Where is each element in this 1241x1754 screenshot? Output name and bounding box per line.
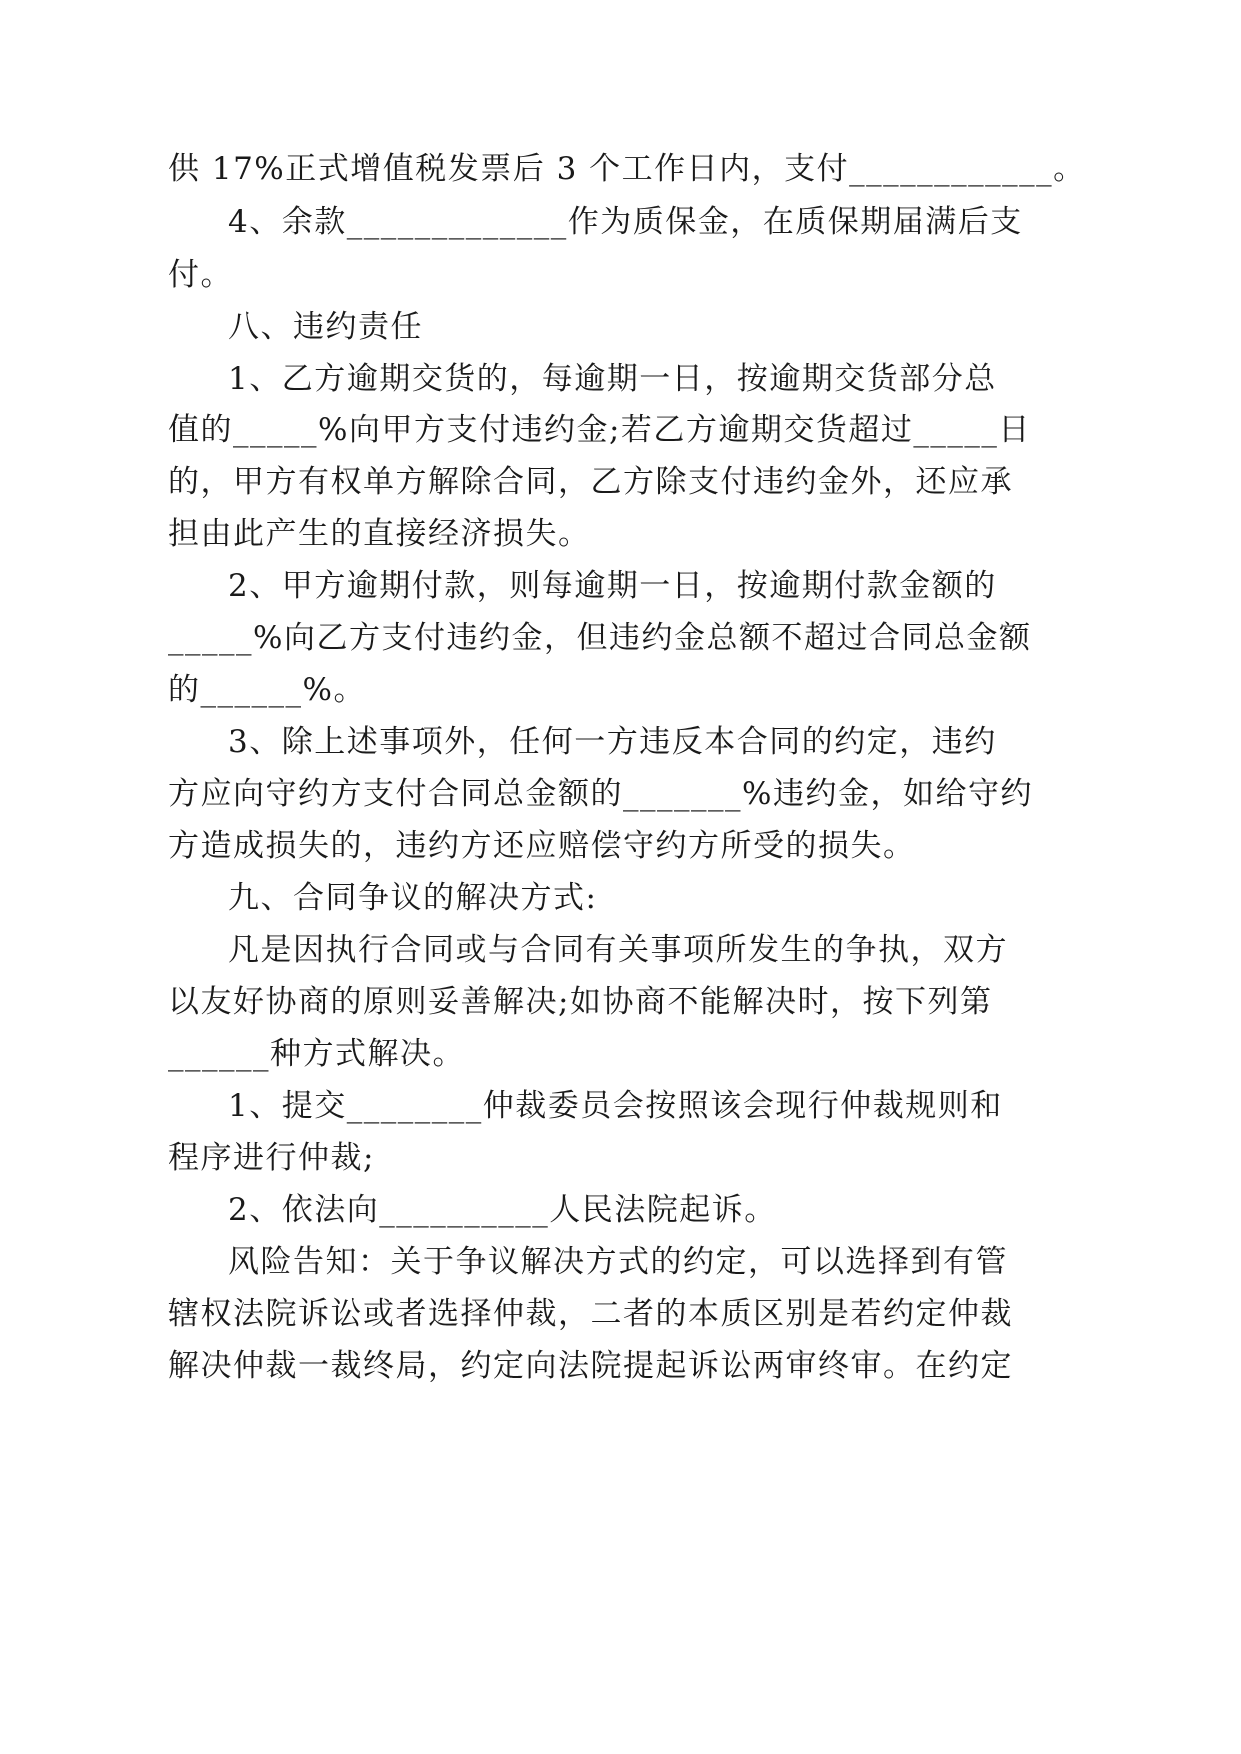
- text-line: 程序进行仲裁;: [168, 1140, 375, 1176]
- text-line: 1、提交________仲裁委员会按照该会现行仲裁规则和: [228, 1088, 1003, 1124]
- text-line: 风险告知：关于争议解决方式的约定，可以选择到有管: [228, 1244, 1008, 1280]
- text-line: 付。: [168, 257, 233, 293]
- text-line: ______种方式解决。: [168, 1036, 465, 1072]
- text-line: 担由此产生的直接经济损失。: [168, 516, 591, 552]
- text-line: 方造成损失的，违约方还应赔偿守约方所受的损失。: [168, 828, 916, 864]
- text-line: 解决仲裁一裁终局，约定向法院提起诉讼两审终审。在约定: [168, 1348, 1013, 1384]
- text-line: 2、甲方逾期付款，则每逾期一日，按逾期付款金额的: [228, 568, 997, 604]
- text-line: 辖权法院诉讼或者选择仲裁，二者的本质区别是若约定仲裁: [168, 1296, 1013, 1332]
- text-line: 的______%。: [168, 672, 366, 708]
- text-line: 值的_____%向甲方支付违约金;若乙方逾期交货超过_____日: [168, 412, 1031, 448]
- text-line: 以友好协商的原则妥善解决;如协商不能解决时，按下列第: [168, 984, 993, 1020]
- text-line: 3、除上述事项外，任何一方违反本合同的约定，违约: [228, 724, 997, 760]
- text-line: 凡是因执行合同或与合同有关事项所发生的争执，双方: [228, 932, 1008, 968]
- section-heading: 九、合同争议的解决方式:: [228, 880, 598, 916]
- text-line: _____%向乙方支付违约金，但违约金总额不超过合同总金额: [168, 620, 1032, 656]
- text-line: 方应向守约方支付合同总金额的_______%违约金，如给守约: [168, 776, 1033, 812]
- section-heading: 八、违约责任: [228, 309, 423, 345]
- text-line: 供 17%正式增值税发票后 3 个工作日内，支付____________。: [168, 151, 1086, 187]
- text-line: 的，甲方有权单方解除合同，乙方除支付违约金外，还应承: [168, 464, 1013, 500]
- text-line: 2、依法向__________人民法院起诉。: [228, 1192, 777, 1228]
- text-line: 4、余款_____________作为质保金，在质保期届满后支: [228, 204, 1023, 240]
- text-line: 1、乙方逾期交货的，每逾期一日，按逾期交货部分总: [228, 361, 997, 397]
